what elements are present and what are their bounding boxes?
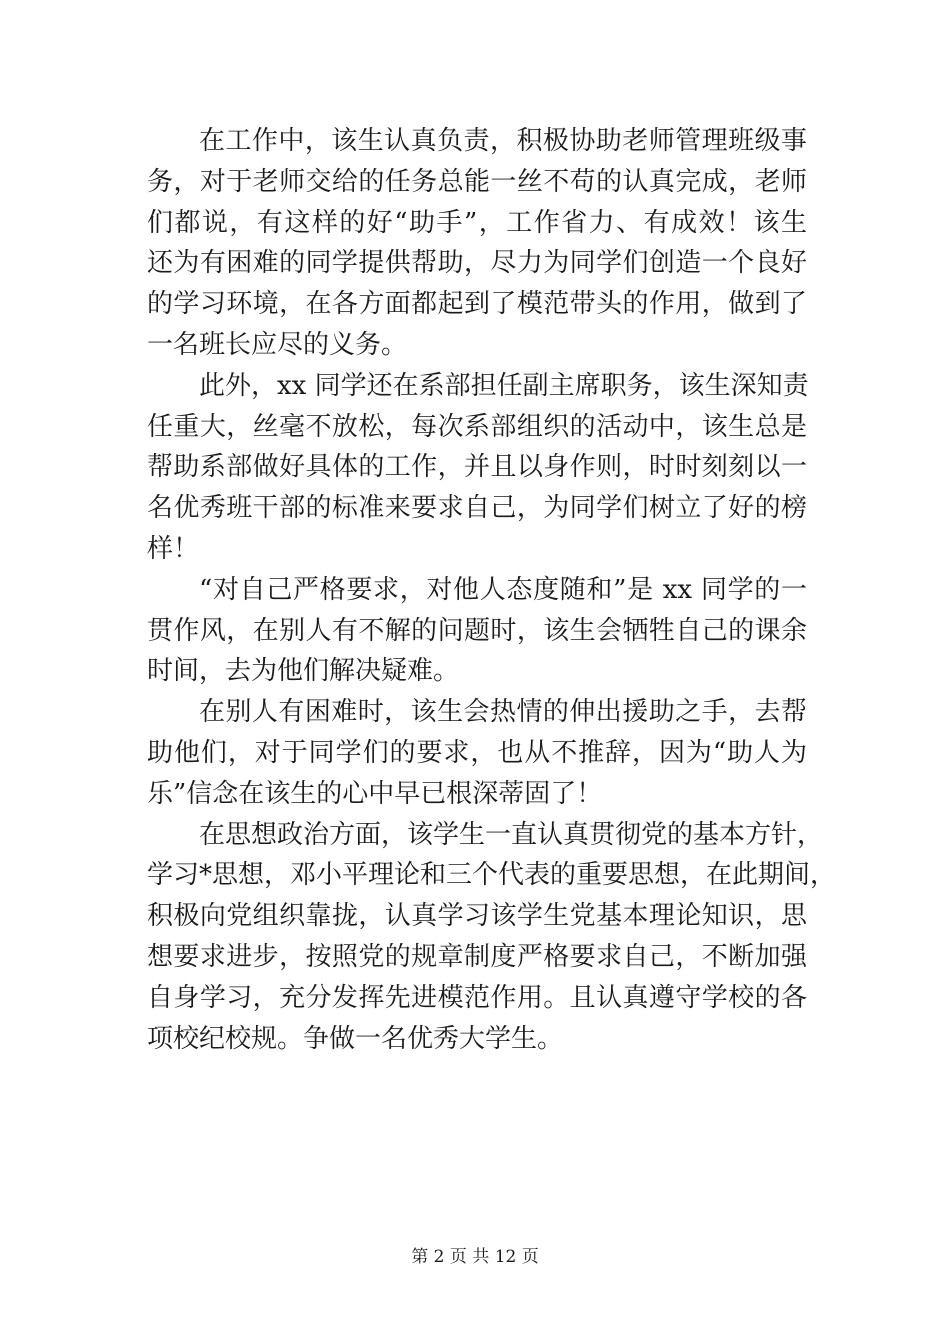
paragraph-line: 时间，去为他们解决疑难。 <box>147 656 460 687</box>
paragraph-line: 助他们，对于同学们的要求，也从不推辞，因为“助人为 <box>147 737 807 768</box>
paragraph-line: 此外，xx 同学还在系部担任副主席职务，该生深知责 <box>199 370 809 401</box>
paragraph-3 <box>147 570 807 692</box>
paragraph-line: 还为有困难的同学提供帮助，尽力为同学们创造一个良好 <box>147 248 807 279</box>
paragraph-1 <box>147 121 807 366</box>
paragraph-line: 在工作中，该生认真负责，积极协助老师管理班级事 <box>199 126 807 156</box>
paragraph-line: 名优秀班干部的标准来要求自己，为同学们树立了好的榜 <box>147 493 807 524</box>
paragraph-line: 贯作风，在别人有不解的问题时，该生会牺牲自己的课余 <box>147 615 807 646</box>
paragraph-line: 帮助系部做好具体的工作，并且以身作则，时时刻刻以一 <box>147 452 807 483</box>
paragraph-2 <box>147 366 807 570</box>
paragraph-line: 自身学习，充分发挥先进模范作用。且认真遵守学校的各 <box>147 982 807 1013</box>
paragraph-line: 务，对于老师交给的任务总能一丝不苟的认真完成，老师 <box>147 166 807 197</box>
paragraph-line: 在思想政治方面，该学生一直认真贯彻党的基本方针， <box>199 819 824 850</box>
paragraph-line: “对自己严格要求，对他人态度随和”是 xx 同学的一 <box>199 574 807 605</box>
paragraph-line: 任重大，丝毫不放松，每次系部组织的活动中，该生总是 <box>147 411 807 442</box>
paragraph-4 <box>147 692 807 814</box>
paragraph-line: 想要求进步，按照党的规章制度严格要求自己，不断加强 <box>147 941 807 972</box>
paragraph-line: 学习*思想，邓小平理论和三个代表的重要思想，在此期间， <box>147 860 837 891</box>
document-body <box>147 121 837 1059</box>
paragraph-line: 乐”信念在该生的心中早已根深蒂固了！ <box>147 778 603 809</box>
page-number-footer: 第 2 页 共 12 页 <box>411 1247 539 1267</box>
paragraph-line: 项校纪校规。争做一名优秀大学生。 <box>147 1023 564 1054</box>
paragraph-line: 一名班长应尽的义务。 <box>147 329 408 360</box>
paragraph-line: 在别人有困难时，该生会热情的伸出援助之手，去帮 <box>199 697 807 728</box>
paragraph-line: 积极向党组织靠拢，认真学习该学生党基本理论知识，思 <box>147 901 807 932</box>
paragraph-line: 的学习环境，在各方面都起到了模范带头的作用，做到了 <box>147 289 807 320</box>
paragraph-5 <box>147 815 837 1060</box>
paragraph-line: 们都说，有这样的好“助手”，工作省力、有成效！该生 <box>147 207 807 238</box>
paragraph-line: 样！ <box>147 533 200 564</box>
